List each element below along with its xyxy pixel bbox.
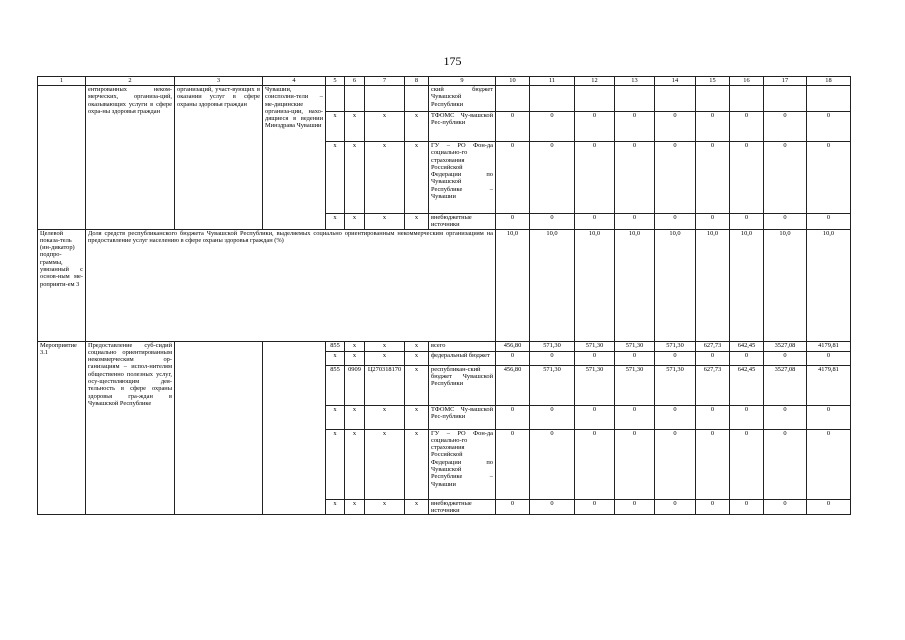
year-value-cell: 0 — [615, 429, 655, 499]
task-cell: организаций, участ-вующих в оказании услуг в сфере охраны здоровья граждан — [175, 86, 263, 230]
funding-source-cell: ГУ – РО Фон-да социально-го страхования Российской Федерации по Чувашской Республике – Чувашии — [429, 142, 496, 214]
year-value-cell: 0 — [655, 142, 696, 214]
year-value-cell — [530, 86, 575, 112]
target-item-cell: х — [365, 341, 405, 351]
year-value-cell: 571,30 — [530, 341, 575, 351]
target-item-cell: Ц270318170 — [365, 365, 405, 405]
gr-code-cell: х — [326, 112, 345, 142]
target-item-cell: х — [365, 499, 405, 515]
year-value-cell: 456,80 — [496, 365, 530, 405]
gr-code-cell: 855 — [326, 341, 345, 351]
page-number: 175 — [443, 54, 462, 68]
year-value-cell — [655, 86, 696, 112]
column-number: 9 — [429, 77, 496, 86]
year-value-cell: 0 — [575, 429, 615, 499]
year-value-cell: 0 — [530, 351, 575, 365]
gr-code-cell: х — [326, 142, 345, 214]
year-value-cell: 642,45 — [730, 341, 764, 351]
funding-source-cell: республикан-ский бюджет Чувашской Республики — [429, 365, 496, 405]
year-value-cell: 571,30 — [655, 365, 696, 405]
column-number: 18 — [807, 77, 851, 86]
indicator-value-cell: 10,0 — [496, 229, 530, 341]
table-row — [38, 341, 851, 351]
year-value-cell: 0 — [655, 214, 696, 230]
column-number: 14 — [655, 77, 696, 86]
column-number: 12 — [575, 77, 615, 86]
year-value-cell: 0 — [696, 112, 730, 142]
year-value-cell: 0 — [496, 351, 530, 365]
year-value-cell: 0 — [530, 112, 575, 142]
gr-code-cell: х — [326, 214, 345, 230]
year-value-cell: 0 — [575, 405, 615, 429]
year-value-cell: 0 — [764, 214, 807, 230]
year-value-cell: 0 — [730, 112, 764, 142]
target-indicator-label: Целевой показа-тель (ин-дикатор) подпро-граммы, увязанный с основ-ным ме-роприяти-ем 3 — [38, 229, 86, 341]
column-number: 11 — [530, 77, 575, 86]
indicator-value-cell: 10,0 — [764, 229, 807, 341]
target-item-cell: х — [365, 214, 405, 230]
column-number: 6 — [345, 77, 365, 86]
task-cell — [175, 341, 263, 515]
year-value-cell: 4179,81 — [807, 341, 851, 351]
year-value-cell: 0 — [764, 499, 807, 515]
expense-type-cell: х — [405, 351, 429, 365]
expense-type-cell — [405, 86, 429, 112]
year-value-cell: 0 — [530, 142, 575, 214]
year-value-cell: 642,45 — [730, 365, 764, 405]
funding-source-cell: ТФОМС Чу-вашской Рес-публики — [429, 112, 496, 142]
funding-source-cell: ский бюджет Чувашской Республики — [429, 86, 496, 112]
column-number: 1 — [38, 77, 86, 86]
year-value-cell: 0 — [807, 112, 851, 142]
year-value-cell: 456,80 — [496, 341, 530, 351]
year-value-cell: 0 — [730, 429, 764, 499]
year-value-cell — [575, 86, 615, 112]
indicator-value-cell: 10,0 — [530, 229, 575, 341]
year-value-cell: 0 — [807, 499, 851, 515]
table-row — [38, 86, 851, 112]
column-number: 7 — [365, 77, 405, 86]
year-value-cell: 0 — [696, 142, 730, 214]
expense-type-cell: х — [405, 142, 429, 214]
indicator-value-cell: 10,0 — [615, 229, 655, 341]
year-value-cell: 0 — [575, 112, 615, 142]
funding-source-cell: всего — [429, 341, 496, 351]
year-value-cell: 0 — [696, 351, 730, 365]
section-code-cell: х — [345, 499, 365, 515]
year-value-cell: 0 — [696, 405, 730, 429]
funding-source-cell: внебюджетные источники — [429, 214, 496, 230]
expense-type-cell: х — [405, 341, 429, 351]
column-number: 8 — [405, 77, 429, 86]
status-cell — [38, 86, 86, 230]
indicator-value-cell: 10,0 — [655, 229, 696, 341]
year-value-cell: 0 — [496, 112, 530, 142]
program-table — [37, 76, 851, 515]
executor-cell: Чувашии, соисполни-тели – ме-дицинские организа-ции, нахо-дящиеся в ведении Минздрава Чувашии — [263, 86, 326, 230]
funding-source-cell: ТФОМС Чу-вашской Рес-публики — [429, 405, 496, 429]
year-value-cell — [764, 86, 807, 112]
indicator-value-cell: 10,0 — [730, 229, 764, 341]
year-value-cell: 0 — [615, 142, 655, 214]
year-value-cell: 4179,81 — [807, 365, 851, 405]
column-number: 2 — [86, 77, 175, 86]
year-value-cell: 0 — [764, 429, 807, 499]
target-indicator-text: Доля средств республиканского бюджета Чувашской Республики, выделяемых социально ориентированным некоммерческим организациям на предоставление услуг населению в сфере охраны здоровья граждан (%) — [86, 229, 496, 341]
funding-source-cell: внебюджетные источники — [429, 499, 496, 515]
year-value-cell: 0 — [730, 351, 764, 365]
year-value-cell: 0 — [696, 429, 730, 499]
year-value-cell: 627,73 — [696, 341, 730, 351]
executor-cell — [263, 341, 326, 515]
year-value-cell — [696, 86, 730, 112]
year-value-cell: 0 — [575, 214, 615, 230]
year-value-cell: 0 — [530, 429, 575, 499]
indicator-value-cell: 10,0 — [807, 229, 851, 341]
year-value-cell: 571,30 — [615, 341, 655, 351]
section-code-cell: х — [345, 405, 365, 429]
target-item-cell: х — [365, 429, 405, 499]
gr-code-cell: 855 — [326, 365, 345, 405]
expense-type-cell: х — [405, 365, 429, 405]
year-value-cell: 0 — [807, 429, 851, 499]
year-value-cell: 0 — [764, 142, 807, 214]
year-value-cell: 0 — [615, 405, 655, 429]
section-code-cell: х — [345, 341, 365, 351]
gr-code-cell: х — [326, 405, 345, 429]
year-value-cell — [496, 86, 530, 112]
year-value-cell: 0 — [764, 351, 807, 365]
section-code-cell: х — [345, 351, 365, 365]
year-value-cell — [730, 86, 764, 112]
expense-type-cell: х — [405, 499, 429, 515]
year-value-cell: 0 — [615, 351, 655, 365]
funding-source-cell: федеральный бюджет — [429, 351, 496, 365]
year-value-cell: 3527,08 — [764, 365, 807, 405]
year-value-cell: 0 — [807, 142, 851, 214]
expense-type-cell: х — [405, 214, 429, 230]
column-number: 3 — [175, 77, 263, 86]
year-value-cell: 0 — [496, 214, 530, 230]
expense-type-cell: х — [405, 405, 429, 429]
year-value-cell: 571,30 — [615, 365, 655, 405]
year-value-cell — [615, 86, 655, 112]
year-value-cell: 0 — [496, 405, 530, 429]
year-value-cell: 571,30 — [655, 341, 696, 351]
year-value-cell: 0 — [764, 405, 807, 429]
year-value-cell: 0 — [575, 351, 615, 365]
measure-name-cell: ентированных неком-мерческих, организа-ций, оказывающих услуги в сфере охра-ны здоровья граждан — [86, 86, 175, 230]
section-code-cell — [345, 86, 365, 112]
section-code-cell: х — [345, 142, 365, 214]
year-value-cell: 0 — [807, 405, 851, 429]
year-value-cell: 0 — [730, 405, 764, 429]
year-value-cell: 0 — [496, 499, 530, 515]
year-value-cell: 0 — [575, 142, 615, 214]
section-code-cell: х — [345, 214, 365, 230]
year-value-cell: 627,73 — [696, 365, 730, 405]
section-code-cell: х — [345, 429, 365, 499]
year-value-cell: 571,30 — [575, 341, 615, 351]
gr-code-cell: х — [326, 351, 345, 365]
gr-code-cell: х — [326, 499, 345, 515]
year-value-cell: 0 — [696, 499, 730, 515]
target-item-cell: х — [365, 405, 405, 429]
target-item-cell: х — [365, 142, 405, 214]
year-value-cell: 0 — [696, 214, 730, 230]
measure-label-cell: Мероприятие 3.1 — [38, 341, 86, 515]
column-number: 17 — [764, 77, 807, 86]
target-item-cell: х — [365, 112, 405, 142]
expense-type-cell: х — [405, 429, 429, 499]
target-item-cell — [365, 86, 405, 112]
year-value-cell: 0 — [655, 429, 696, 499]
year-value-cell: 0 — [615, 499, 655, 515]
year-value-cell: 0 — [655, 499, 696, 515]
year-value-cell: 0 — [655, 405, 696, 429]
year-value-cell: 0 — [496, 142, 530, 214]
year-value-cell: 0 — [807, 214, 851, 230]
column-number: 4 — [263, 77, 326, 86]
gr-code-cell — [326, 86, 345, 112]
funding-source-cell: ГУ – РО Фон-да социально-го страхования Российской Федерации по Чувашской Республике – Чувашии — [429, 429, 496, 499]
column-number-row — [38, 77, 851, 86]
year-value-cell: 0 — [730, 499, 764, 515]
year-value-cell: 0 — [655, 351, 696, 365]
column-number: 10 — [496, 77, 530, 86]
year-value-cell: 3527,08 — [764, 341, 807, 351]
gr-code-cell: х — [326, 429, 345, 499]
year-value-cell: 0 — [530, 214, 575, 230]
table-body — [38, 77, 851, 515]
year-value-cell: 0 — [530, 405, 575, 429]
column-number: 13 — [615, 77, 655, 86]
target-item-cell: х — [365, 351, 405, 365]
year-value-cell: 0 — [807, 351, 851, 365]
year-value-cell: 571,30 — [575, 365, 615, 405]
year-value-cell — [807, 86, 851, 112]
year-value-cell: 0 — [575, 499, 615, 515]
measure-name-cell: Предоставление суб-сидий социально ориентированным некоммерческим ор-ганизациям – испол-нителям общественно полезных услуг, осу-ществляющим дея-тельность в сфере охраны здоровья гра-ждан в Чувашской Республике — [86, 341, 175, 515]
year-value-cell: 0 — [730, 142, 764, 214]
year-value-cell: 0 — [655, 112, 696, 142]
year-value-cell: 571,30 — [530, 365, 575, 405]
section-code-cell: 0909 — [345, 365, 365, 405]
section-code-cell: х — [345, 112, 365, 142]
year-value-cell: 0 — [730, 214, 764, 230]
year-value-cell: 0 — [615, 112, 655, 142]
target-indicator-row — [38, 229, 851, 341]
indicator-value-cell: 10,0 — [696, 229, 730, 341]
year-value-cell: 0 — [496, 429, 530, 499]
column-number: 15 — [696, 77, 730, 86]
indicator-value-cell: 10,0 — [575, 229, 615, 341]
column-number: 16 — [730, 77, 764, 86]
year-value-cell: 0 — [615, 214, 655, 230]
column-number: 5 — [326, 77, 345, 86]
year-value-cell: 0 — [530, 499, 575, 515]
expense-type-cell: х — [405, 112, 429, 142]
year-value-cell: 0 — [764, 112, 807, 142]
